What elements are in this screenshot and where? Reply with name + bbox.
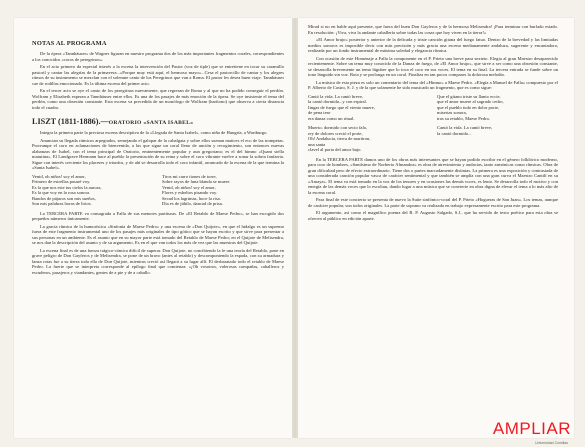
elegy-verses (308, 94, 558, 153)
verse-line: Oh! Andalucia, tierra de martiron, (308, 136, 371, 141)
verse-line: la cantó dormido... (437, 130, 472, 136)
verse-line: Venid, oh niños! soy el amor, (32, 173, 86, 179)
verse-line: Flores y esbeltos pisando voy. (162, 190, 218, 195)
paragraph: En el acto primero da especial interés a la escena la intervención del Pastor (voz de tiple) que se entretiene en tocar su caramillo pastoril y cantar las alegrías de la primavera...«Porque muy está aquí, el hermoso mayo»...Cesa el pastorcillo de cantar y los alegres ritmos de su instrumento se mezclan con el solemne canto de los Peregrinos que van a Roma. El pastor les desea buen viaje. Tannhäuser cae de rodillas emocionado. Es la última escena del primer acto. (32, 64, 284, 86)
left-column (32, 24, 284, 432)
verse-line: Es la que voy en la rosa sonora. (32, 190, 91, 195)
paragraph: La TERCERA PARTE va consagrada a Falla de sus menores partituras. De «El Retablo de Maese Pedro», se han escogido dos pequeños números únicamente. (32, 210, 284, 221)
paragraph: Integra la primera parte la preciosa escena descriptiva de la «Llegada de Santa Isabel», como niña de Hungría, a Wartburgo. (40, 130, 268, 135)
paragraph: La escena final es de una fuerza trágico-cómica difícil de superar. Don Quijote, no concibiendo la fe una teoría del Retablo, pone en grave peligro de Don Gayferos y de Melisendra, se pone de un bravo (antes al retablo) y descomponiendo la espada, con su armadura y lanza rotas fue a su tierra toda ella de Don Quijote, mientras creció así llegará a su lugar allí. El desbaratado todo el retablo de Maese Pedro. La fuerte que se interpreta corresponde al epílogo final que comienza: «¡Oh vosotros, valerosas compañas, caballeros y escuderos, pasajeros y viandantes, gentes de a pie y de a caballo. (32, 247, 284, 275)
verse-line: que el pueblo todo en dolor porte, (437, 104, 500, 110)
paragraph: De la ópera «Tannhäuser» de Wagner figuran en nuestro programa dos de los más importantes fragmentos corales, correspondientes a los conocidos «coros de peregrinos». (32, 51, 284, 62)
ampliar-link[interactable]: AMPLIAR (492, 419, 571, 438)
paragraph: En la TERCERA PARTE damos uno de los obras más interesantes que se hayan podido escribir en el género folklórico moderno, para coro de hombres, «Santísimo de Norberto Almandoz» es obra de atrevimiento y audacias, tanto armónicas como rítmicas. Obra de gran dificultad pero de efecto extraordinario. Tiene dos o partes marcadamente distintas. La primera es una exposición y contrastada de una considerada canción popular vasca de carácter sentimental y que también se amplía con una gran curva el Maestro Cantilí en su «Amaya». El tema va está tomado en la voz de los tenores y en ocasiones las demás voces, es lento. Se desarrolla todo el motivo y con energía de las demás voces que lo escoltan, dando lugar a una música que se convierte en obra digna de elevar el tema a lo más alto de la escena coral. (308, 156, 558, 195)
verse-line: Venid, oh niños! soy el amor, (162, 184, 216, 190)
verse-line: Que el gitano triste su llanto eccie, (437, 93, 501, 99)
verse-line: Sobre rayos de luna blanda se muere. (162, 179, 231, 184)
paragraph: En el tercer acto se oye el canto de los peregrinos nuevamente, que regresan de Roma y al que no ha podido conseguir el perdón. Wolfram y Elisabeth esperan a Tannhäuser entre ellos. Es una de los pasajes de más emoción de la ópera. Se oye insistente el tema del perdón, como una obsesión constante. Esta escena va precedida de un monólogo de Wolfram (barítono) que observa a cierta distancia todo el cuadro. (32, 88, 284, 110)
verse-line: clavel al porta del amor bajo. (308, 147, 362, 152)
paragraph: La gracia rítmica de la humorística «Sinfonía de Maese Pedro» y una escena de «Don Quijote», en que el hidalgo es un supremo fuera de este fragmento instrumental uno de los pasajes más originales de tipo gótico que se hayan escrito y que sirve para presentar a sus personas en un ambiente. Es el asunto que en su mayor parte está tomado del Retablo de Maese Pedro; en el Quijote de Melisendra, se nos dan la descripción del asunto y de su argumento. Es en el que van todos los más de vez que las muestras del Quijote. (32, 223, 284, 245)
verse-line: Son mis palabras horas de lirios. (32, 201, 92, 206)
verse-line: Tiros mi carro tiones de torre, (162, 173, 217, 179)
verse-line: la cantó dormida...y con espiral. (308, 99, 367, 104)
paragraph: El argumento, así como el magnífico poema del R. P. Augusto Salgado, S.J., que ha servido de texto poético para esta obra se ofrecen al público en edición aparte. (308, 210, 558, 221)
verse-column-left (32, 174, 154, 207)
verse-column-left (308, 94, 429, 153)
verse-line: Bandos de pájaros son mis sueños, (32, 195, 96, 201)
poem-verses (32, 174, 284, 207)
right-page (298, 18, 574, 438)
footer-note: Universidad Comillas (535, 441, 568, 445)
verse-column-right (437, 94, 558, 153)
verse-line: Iingas de fuego que el viento muere, (308, 104, 375, 110)
verse-line: era danza como un ritual. (308, 115, 355, 121)
paragraph: Para final de este concierto se presenta de nuevo la Suite sinfónico-coral del P. Prieto «Hogueras de San Juan». Los temas, aunque de carácter popular, son todos originales. La parte de soprano va realizada en trabajo expresamente escrito para este programa. (308, 197, 558, 208)
paragraph: La música de esta pieza es solo un comentario del tema del «Himno» a Maese Pedro. «Elegía a Manuel de Falla» compuesto por el P. Alberto de Castro, S. J. y de la que solamente he sido musicado un fragmento, que es como sigue: (308, 79, 558, 90)
liszt-heading: LISZT (1811-1886).—ORATORIO «SANTA ISABEL» (32, 117, 194, 126)
right-column (308, 24, 558, 432)
verse-line: Dia es de júbilo, dancad de prisa. (162, 201, 223, 206)
verse-line: tras su retablo, Maese Pedro. (437, 115, 491, 121)
verse-line: Cantó la vida. La cantó breve, (437, 125, 493, 130)
paragraph: Mirad si no en balde aquí presente, que fuera del buen Don Gayferos y de la hermosa Melisendra! ¡Para terminar con burlado estado. En resolución: ¡Viva, viva la andante caballería sobre todas las cosas que hoy viven en la tierra!» (308, 24, 558, 35)
verse-line: que el amor muere al sagrado cedro, (437, 99, 504, 104)
verse-line: Primero de estrellas pasaré voy. (32, 179, 91, 184)
verse-line: una santa (308, 141, 326, 147)
verse-line: miserias sonora, (437, 110, 467, 115)
paragraph: «El Amor brujo» posterior y anterior de la delicada y triste canción gitana del fuego fatuo. Dentro de la brevedad y las limitadas medios sonoros es imposible decir con más precisión y más gracia una escena medianamente andaluza, sugerente y encantadora, realizada por un fondo instrumental de máxima soledad y elegancia rítmica. (308, 37, 558, 53)
verse-line: Es la que nos este tus cielos la aurora, (32, 184, 102, 190)
paragraph: Con ocasión de este Homenaje a Falla la componente en el P. Prieto una breve para sexteto. Elegia al gran Maestro desaparecido recientemente. Sobre un tema muy conocido de la Danza de fuego, de «El Amor brujo», que sirve a ser como una obsesión constante, se desarrolla brevemente un tema lúgubre que lo toca el coro en sus voces. El tema en su final. La tercera entrada se funde sobre un tono lánguido sin voz. Rota y se prolonga en un coral. Finaliza en tan pocos compases la dolorosa melodía. (308, 55, 558, 77)
verse-line: de pena tese (308, 110, 331, 115)
verse-line: Muerto, dormido con secto falo, (308, 125, 368, 130)
left-page (14, 18, 292, 438)
verse-line: rey de dolores creció el porte, (308, 130, 363, 136)
verse-column-right (162, 174, 284, 207)
verse-line: Secad los lagrimas, hoce la risa. (162, 195, 221, 201)
section-heading: NOTAS AL PROGRAMA (32, 40, 107, 47)
paragraph: Anuncian su llegada ritmicos arpegiados, semejando el galopar de la cabalgata y sobre ellos suenan matices el eco de las trompetas. Prorrumpe el coro en aclamaciones de bienvenida, a las que sigue un coral lleno de unción y recogimiento, son entonces nuevas alabanzas de Isabel, con el tema principal de Oratorio, eminentemente popular y aun gregoriano; es el del himno «Quant stella matutina». El Landgrave Hermann hace al pueblo la presentación de su reina y sobre el coro vibrante vuelve a sonar la sobria fanfarria. Sigue con interés creciente los placeres y triunfos, y de ahí se desarrolla todo el coro infantil, arrancado de la escena de la que termina la «Santa Isabel». (32, 137, 284, 170)
verse-line: Cantó la vida. La cantó breve, (308, 93, 364, 99)
